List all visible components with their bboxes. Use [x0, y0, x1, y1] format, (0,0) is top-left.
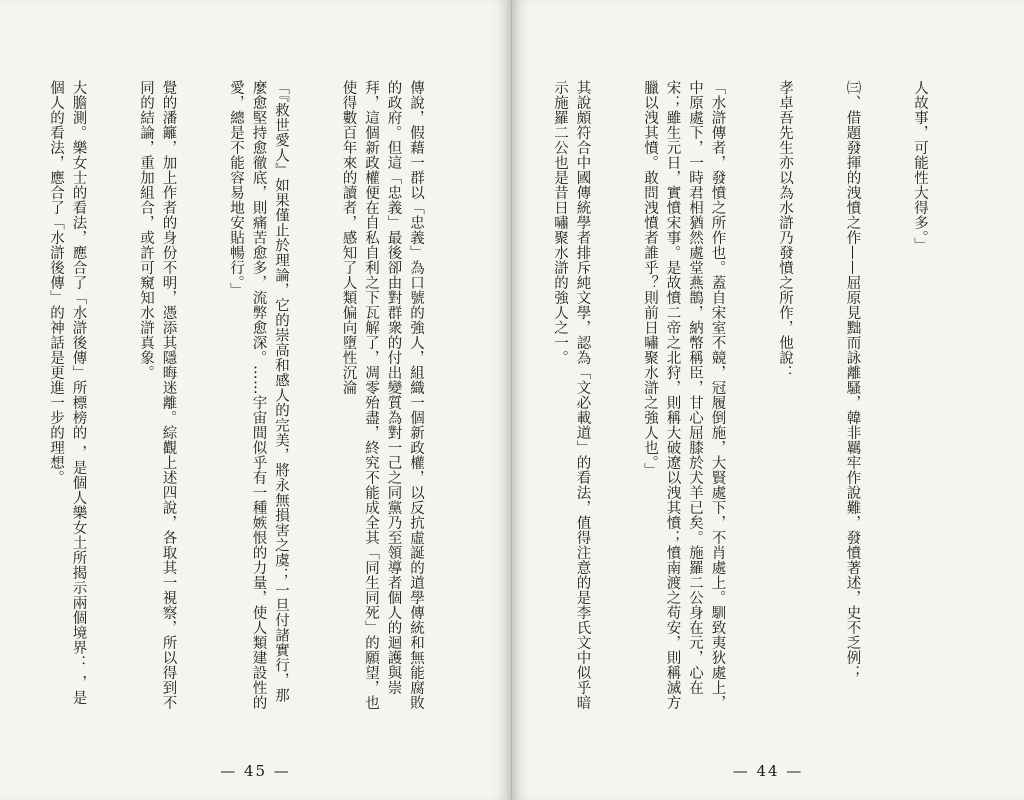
right-paragraph: ㈢、借題發揮的洩憤之作——屈原見黜而詠離騷，韓非羈牢作說難，發憤著述，史不乏例；: [844, 80, 861, 680]
right-page-text: [546, 80, 976, 710]
right-paragraph: 孝卓吾先生亦以為水滸乃發憤之所作，他說：: [777, 80, 793, 380]
right-paragraph: 人故事，可能性大得多。」: [912, 80, 928, 253]
right-page: [512, 0, 1024, 800]
right-paragraph: 其說頗符合中國傳統學者排斥純文學，認為「文必載道」的看法，值得注意的是李氏文中似乎暗示施羅二公也是昔日嘯聚水滸的強人之一。: [552, 80, 591, 710]
right-paragraph: 「水滸傳者，發憤之所作也。蓋自宋室不競，冠履倒施，大賢處下，不肖處上。馴致夷狄處上，中原處下，一時君相猶然處堂燕鵲，納幣稱臣，甘心屈膝於犬羊已矣。施羅二公身在元，心在宋；雖生元日，實憤宋事。是故憤二帝之北狩，則稱大破遼以洩其憤；憤南渡之苟安，則稱滅方臘以洩其憤。敢問洩憤者誰乎？則前日嘯聚水滸之強人也。」: [642, 80, 726, 710]
left-paragraph: 傳說，假藉一群以「忠義」為口號的強人，組織一個新政權，以反抗虛誕的道學傳統和無能腐敗的政府。但這「忠義」最後卻由對群衆的付出變質為對一己之同黨乃至領導者個人的迴護與崇拜，這個新政權便在自私自利之下瓦解了，凋零殆盡，終究不能成全其「同生同死」的願望，也使得數百年來的讀者，感知了人類偏向墮性沉淪: [340, 80, 424, 710]
left-page-text: [42, 80, 472, 710]
left-paragraph: 「『救世愛人』如果僅止於理論，它的崇高和感人的完美，將永無損害之虞；一旦付諸實行，那麼愈堅持愈徹底，則痛苦愈多，流弊愈深。……宇宙間似乎有一種嫉恨的力量，使人類建設性的愛，總是不能容易地安貼暢行。」: [228, 80, 289, 710]
left-paragraph: 大膽測。樂女士的看法，應合了「水滸後傳」所標榜的 ，是個人樂女土所揭示兩個境界： ，是個人的看法，應合了「水滸後傳」的神話是更進一步的理想。: [48, 80, 87, 706]
left-paragraph: 覺的潘籬，加上作者的身份不明，憑添其隱晦迷離。綜觀上述四說，各取其一視察，所以得到不同的結論，重加組合，或許可窺知水滸真象。: [138, 80, 177, 710]
page-number: — 44 —: [732, 762, 804, 780]
page-number: — 45 —: [220, 762, 291, 780]
